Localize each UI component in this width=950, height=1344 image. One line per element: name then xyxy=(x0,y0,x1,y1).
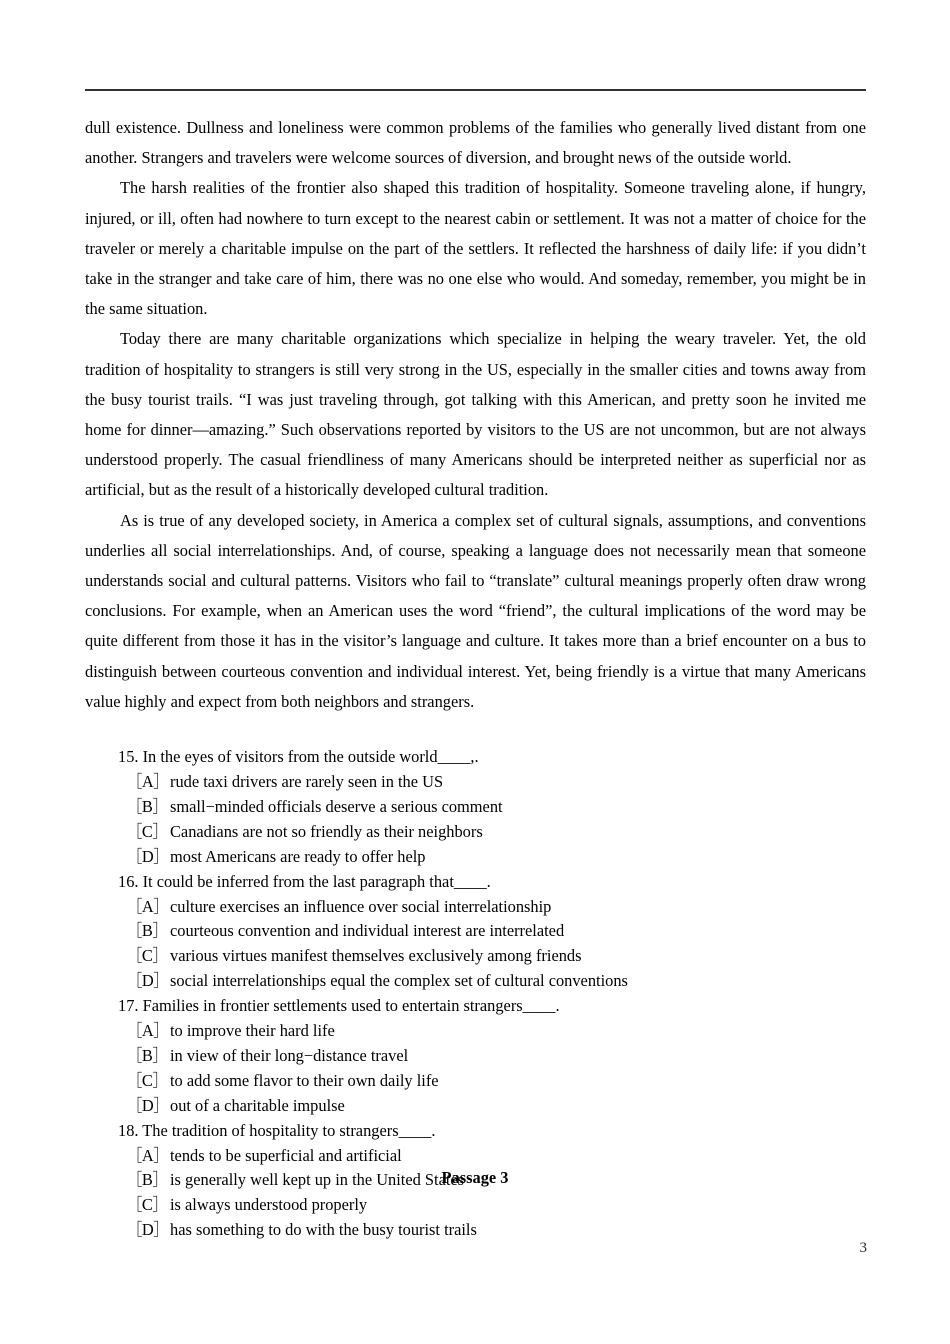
question-15 xyxy=(85,745,866,870)
page-number: 3 xyxy=(859,1240,867,1256)
passage-paragraph-1: dull existence. Dullness and loneliness were common problems of the families who generally lived distant from one another. Strangers and travelers were welcome sources of diversion, and brought news of the outside world. xyxy=(85,118,866,168)
option-text: to improve their hard life xyxy=(170,1021,335,1041)
passage-paragraph-3: Today there are many charitable organizations which specialize in helping the weary traveler. Yet, the old tradition of hospitality to strangers is still very strong in the US, especially in the smaller cities and towns away from the busy tourist trails. “I was just traveling through, got talking with this American, and pretty soon he invited me home for dinner—amazing.” Such observations reported by visitors to the US are not uncommon, but are not always understood properly. The casual friendliness of many Americans should be interpreted neither as superficial nor as artificial, but as the result of a historically developed cultural tradition. xyxy=(85,329,866,500)
option-key: ［B］ xyxy=(126,1170,169,1190)
question-16 xyxy=(85,870,866,995)
option-text: culture exercises an influence over social interrelationship xyxy=(170,896,552,916)
option-text: small−minded officials deserve a serious comment xyxy=(170,796,503,816)
question-stem: 16. It could be inferred from the last paragraph that____. xyxy=(118,871,491,891)
option-key: ［B］ xyxy=(126,796,169,816)
question-15-option-a[interactable] xyxy=(85,770,866,795)
passage-body xyxy=(85,113,866,1243)
option-key: ［C］ xyxy=(126,1070,169,1090)
question-17-option-a[interactable] xyxy=(85,1019,866,1044)
question-17-option-d[interactable] xyxy=(85,1094,866,1119)
option-key: ［A］ xyxy=(126,771,170,791)
option-key: ［D］ xyxy=(126,971,170,991)
option-key: ［B］ xyxy=(126,921,169,941)
question-16-option-b[interactable] xyxy=(85,919,866,944)
option-text: social interrelationships equal the complex set of cultural conventions xyxy=(170,971,628,991)
option-text: out of a charitable impulse xyxy=(170,1095,345,1115)
option-text: is generally well kept up in the United States xyxy=(170,1170,465,1190)
option-text: courteous convention and individual interest are interrelated xyxy=(170,921,565,941)
question-15-option-d[interactable] xyxy=(85,845,866,870)
question-18-option-a[interactable] xyxy=(85,1144,866,1169)
question-15-option-b[interactable] xyxy=(85,795,866,820)
option-key: ［A］ xyxy=(126,896,170,916)
option-text: has something to do with the busy tourist trails xyxy=(170,1220,477,1240)
option-key: ［D］ xyxy=(126,1095,170,1115)
option-key: ［A］ xyxy=(126,1145,170,1165)
option-key: ［C］ xyxy=(126,946,169,966)
passage-paragraph-2: The harsh realities of the frontier also shaped this tradition of hospitality. Someone traveling alone, if hungry, injured, or ill, often had nowhere to turn except to the nearest cabin or settlement. It was not a matter of choice for the traveler or merely a charitable impulse on the part of the settlers. It reflected the harshness of daily life: if you didn’t take in the stranger and take care of him, there was no one else who would. And someday, remember, you might be in the same situation. xyxy=(85,178,866,319)
question-16-option-c[interactable] xyxy=(85,944,866,969)
option-text: tends to be superficial and artificial xyxy=(170,1145,402,1165)
passage-heading: Passage 3 xyxy=(441,1168,509,1187)
question-17-option-b[interactable] xyxy=(85,1044,866,1069)
question-16-option-d[interactable] xyxy=(85,969,866,994)
option-text: Canadians are not so friendly as their neighbors xyxy=(170,821,483,841)
option-key: ［D］ xyxy=(126,1220,170,1240)
option-text: rude taxi drivers are rarely seen in the US xyxy=(170,771,444,791)
option-text: in view of their long−distance travel xyxy=(170,1045,409,1065)
option-key: ［C］ xyxy=(126,1195,169,1215)
option-text: various virtues manifest themselves exclusively among friends xyxy=(170,946,582,966)
option-text: most Americans are ready to offer help xyxy=(170,846,426,866)
question-stem: 15. In the eyes of visitors from the outside world____,. xyxy=(118,747,479,767)
option-key: ［C］ xyxy=(126,821,169,841)
question-18-option-c[interactable] xyxy=(85,1193,866,1218)
option-key: ［A］ xyxy=(126,1021,170,1041)
question-17-option-c[interactable] xyxy=(85,1069,866,1094)
question-17 xyxy=(85,994,866,1119)
question-15-option-c[interactable] xyxy=(85,820,866,845)
option-key: ［D］ xyxy=(126,846,170,866)
question-stem: 18. The tradition of hospitality to strangers____. xyxy=(118,1120,436,1140)
question-stem: 17. Families in frontier settlements used to entertain strangers____. xyxy=(118,996,560,1016)
option-text: to add some flavor to their own daily life xyxy=(170,1070,439,1090)
question-16-option-a[interactable] xyxy=(85,895,866,920)
passage-paragraph-4: As is true of any developed society, in America a complex set of cultural signals, assumptions, and conventions underlies all social interrelationships. And, of course, speaking a language does not necessarily mean that someone understands social and cultural patterns. Visitors who fail to “translate” cultural meanings properly often draw wrong conclusions. For example, when an American uses the word “friend”, the cultural implications of the word may be quite different from those it has in the visitor’s language and culture. It takes more than a brief encounter on a bus to distinguish between courteous convention and individual interest. Yet, being friendly is a virtue that many Americans value highly and expect from both neighbors and strangers. xyxy=(85,510,866,711)
option-key: ［B］ xyxy=(126,1045,169,1065)
option-text: is always understood properly xyxy=(170,1195,368,1215)
header-divider xyxy=(85,89,866,91)
question-18-option-d[interactable] xyxy=(85,1218,866,1243)
